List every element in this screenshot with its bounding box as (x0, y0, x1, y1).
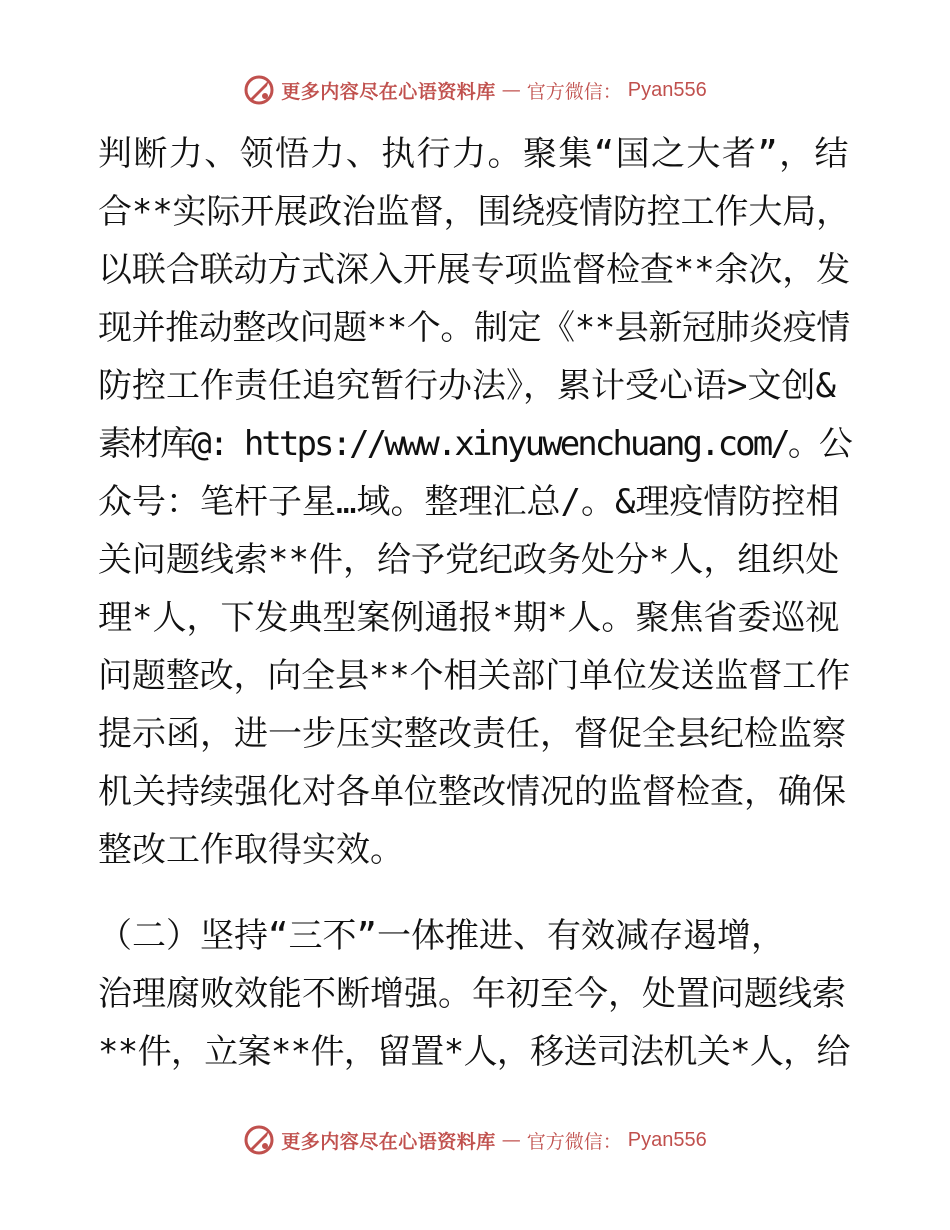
text-line: 判断力、领悟力、执行力。聚集“国之大者”，结 (98, 134, 850, 174)
watermark-text: 更多内容尽在心语资料库 (281, 1130, 496, 1153)
text-line: 问题整改，向全县**个相关部门单位发送监督工作 (98, 656, 850, 696)
watermark-wechat-id: Pyan556 (627, 78, 707, 101)
text-line: 理*人，下发典型案例通报*期*人。聚焦省委巡视 (98, 598, 840, 638)
pen-logo-icon (243, 1124, 275, 1156)
document-body (98, 125, 858, 1081)
text-line: 治理腐败效能不断增强。年初至今，处置问题线索 (98, 974, 846, 1014)
text-line: 提示函，进一步压实整改责任，督促全县纪检监察 (98, 714, 846, 754)
header-watermark (0, 72, 950, 108)
watermark-dash: — (501, 79, 521, 101)
watermark-wechat-label: 官方微信： (526, 1130, 622, 1153)
pen-logo-icon (243, 74, 275, 106)
watermark-text: 更多内容尽在心语资料库 (281, 80, 496, 103)
paragraph-1 (98, 125, 858, 879)
text-line: 关问题线索**件，给予党纪政务处分*人，组织处 (98, 540, 840, 580)
text-line: 合**实际开展政治监督，围绕疫情防控工作大局， (98, 192, 850, 232)
text-line: 防控工作责任追究暂行办法》，累计受心语>文创& (98, 366, 836, 406)
text-line: 素材库@: https://www.xinyuwenchuang.com/。公 (98, 424, 850, 464)
text-line: 机关持续强化对各单位整改情况的监督检查，确保 (98, 772, 846, 812)
watermark-wechat-id: Pyan556 (627, 1128, 707, 1151)
text-line: 以联合联动方式深入开展专项监督检查**余次，发 (98, 250, 850, 290)
text-line: **件，立案**件，留置*人，移送司法机关*人，给 (98, 1032, 850, 1072)
text-line: 整改工作取得实效。 (98, 830, 404, 870)
watermark-dash: — (501, 1129, 521, 1151)
paragraph-2 (98, 907, 858, 1081)
footer-watermark (0, 1122, 950, 1158)
text-line: 现并推动整改问题**个。制定《**县新冠肺炎疫情 (98, 308, 850, 348)
section-heading-line: （二）坚持“三不”一体推进、有效减存遏增， (98, 916, 785, 956)
text-line: 众号：笔杆子星…域。整理汇总/。&理疫情防控相 (98, 482, 840, 522)
watermark-wechat-label: 官方微信： (526, 80, 622, 103)
